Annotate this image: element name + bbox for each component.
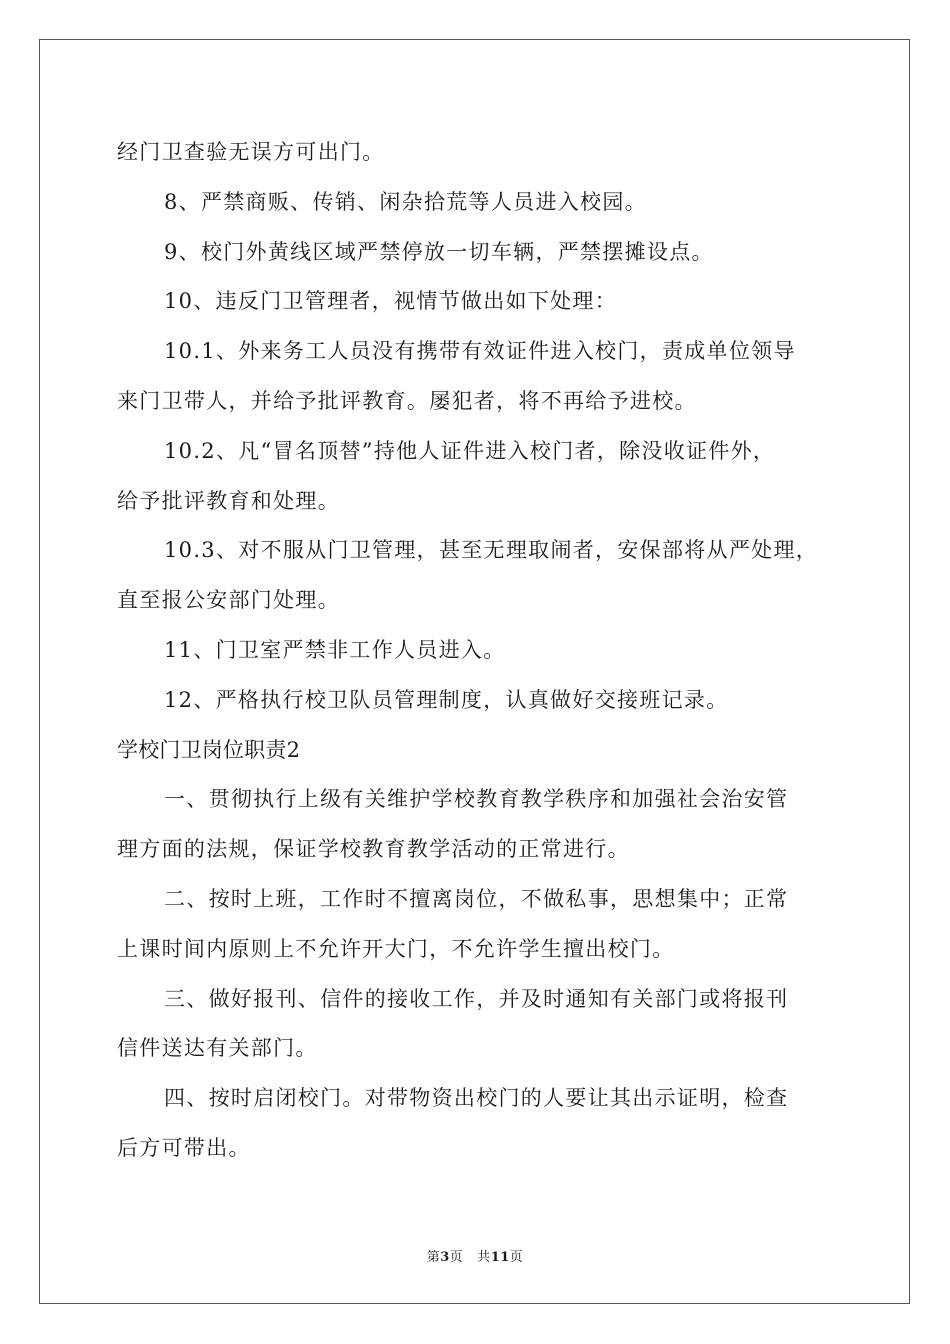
paragraph-line: 9、校门外黄线区域严禁停放一切车辆，严禁摆摊设点。 xyxy=(164,239,714,264)
paragraph-line: 来门卫带人，并给予批评教育。屡犯者，将不再给予进校。 xyxy=(117,388,697,413)
document-body xyxy=(117,128,847,1174)
paragraph-line: 理方面的法规，保证学校教育教学活动的正常进行。 xyxy=(117,837,630,862)
paragraph-line: 四、按时启闭校门。对带物资出校门的人要让其出示证明，检查 xyxy=(164,1086,789,1111)
paragraph-line: 信件送达有关部门。 xyxy=(117,1036,318,1061)
paragraph-line: 10.3、对不服从门卫管理，甚至无理取闹者，安保部将从严处理， xyxy=(164,538,819,563)
paragraph-line: 后方可带出。 xyxy=(117,1135,251,1160)
paragraph-line: 10.1、外来务工人员没有携带有效证件进入校门，责成单位领导 xyxy=(164,339,796,364)
paragraph-line: 一、贯彻执行上级有关维护学校教育教学秩序和加强社会治安管 xyxy=(164,787,789,812)
paragraph-line: 直至报公安部门处理。 xyxy=(117,588,340,613)
footer-prefix: 第 xyxy=(426,1250,441,1265)
paragraph-line: 12、严格执行校卫队员管理制度，认真做好交接班记录。 xyxy=(164,687,729,712)
paragraph-line: 三、做好报刊、信件的接收工作，并及时通知有关部门或将报刊 xyxy=(164,986,789,1011)
paragraph-line: 二、按时上班，工作时不擅离岗位，不做私事，思想集中；正常 xyxy=(164,886,789,911)
current-page-number: 3 xyxy=(440,1250,450,1265)
paragraph-line: 10.2、凡“冒名顶替”持他人证件进入校门者，除没收证件外， xyxy=(164,438,776,463)
paragraph-line: 上课时间内原则上不允许开大门，不允许学生擅出校门。 xyxy=(117,936,675,961)
footer-total-prefix: 共 xyxy=(477,1250,491,1265)
paragraph-line: 8、严禁商贩、传销、闲杂拾荒等人员进入校园。 xyxy=(164,189,647,214)
paragraph-line: 11、门卫室严禁非工作人员进入。 xyxy=(164,637,506,662)
footer-page-suffix: 页 xyxy=(449,1250,464,1265)
paragraph-line: 经门卫查验无误方可出门。 xyxy=(117,140,385,164)
paragraph-line: 10、违反门卫管理者，视情节做出如下处理： xyxy=(164,289,618,314)
page-footer xyxy=(0,1246,950,1265)
total-page-count: 11 xyxy=(490,1250,510,1265)
section-heading: 学校门卫岗位职责2 xyxy=(117,737,301,762)
paragraph-line: 给予批评教育和处理。 xyxy=(117,488,340,513)
footer-total-suffix: 页 xyxy=(509,1250,524,1265)
